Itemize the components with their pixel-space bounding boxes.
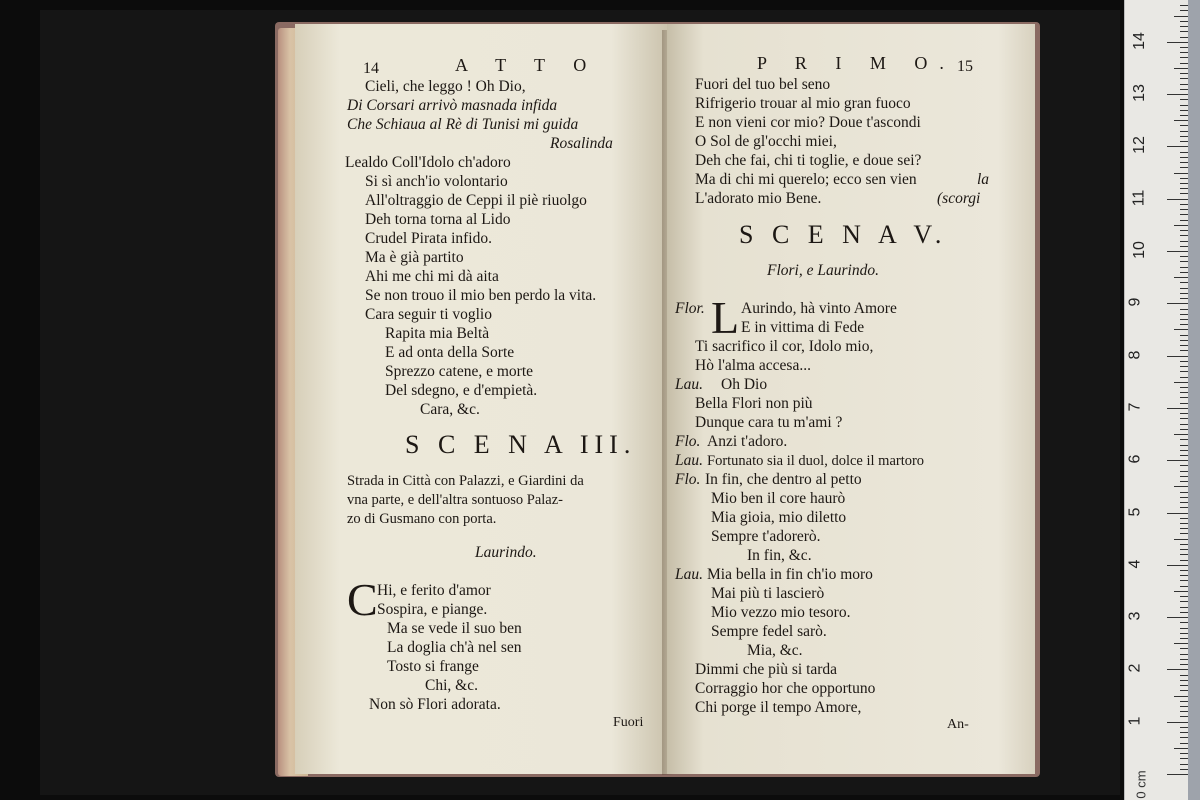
- ruler-tick: [1174, 486, 1189, 487]
- ruler-tick: [1174, 16, 1189, 17]
- ruler-edge: [1188, 0, 1200, 800]
- ruler-number: 1: [1126, 716, 1144, 726]
- setting-line: vna parte, e dell'altra sontuoso Palaz-: [347, 492, 564, 508]
- text-line: Di Corsari arrivò masnada infida: [347, 97, 558, 114]
- dialogue-line: In fin, che dentro al petto: [705, 471, 862, 488]
- text-line: Ma di chi mi querelo; ecco sen vien: [695, 171, 917, 188]
- ruler-number: 8: [1126, 350, 1144, 360]
- ruler-number: 4: [1126, 559, 1144, 569]
- left-page: [295, 24, 667, 774]
- speaker: Flo.: [675, 433, 701, 450]
- dialogue-line: Aurindo, hà vinto Amore: [741, 300, 897, 317]
- measurement-ruler: [1124, 0, 1189, 800]
- song-line: Hi, e ferito d'amor: [377, 582, 491, 599]
- dialogue-line: In fin, &c.: [747, 547, 812, 564]
- text-line: Rosalinda: [550, 135, 613, 152]
- right-page: [667, 24, 1035, 774]
- dialogue-line: Sempre fedel sarò.: [711, 623, 827, 640]
- ruler-number: 13: [1130, 84, 1148, 102]
- dialogue-line: Dimmi che più si tarda: [695, 661, 838, 678]
- ruler-number: 5: [1126, 507, 1144, 516]
- ruler-number: 10: [1130, 241, 1148, 259]
- text-line: Del sdegno, e d'empietà.: [385, 382, 538, 399]
- ruler-tick: [1174, 748, 1189, 749]
- ruler-tick: [1167, 199, 1189, 200]
- text-line: Se non trouo il mio ben perdo la vita.: [365, 287, 597, 304]
- ruler-number: 12: [1130, 136, 1148, 155]
- dialogue-line: Mio vezzo mio tesoro.: [711, 604, 851, 621]
- dialogue-line: Mia gioia, mio diletto: [711, 509, 847, 526]
- dialogue-line: Mia, &c.: [747, 642, 803, 659]
- catchword: An-: [947, 717, 969, 732]
- ruler-tick: [1167, 669, 1189, 670]
- dialogue-line: E in vittima di Fede: [741, 319, 865, 336]
- ruler-tick: [1174, 277, 1189, 278]
- ruler-tick: [1174, 329, 1189, 330]
- text-line: Si sì anch'io volontario: [365, 173, 508, 190]
- speaker: Lau.: [675, 452, 703, 469]
- text-line: E ad onta della Sorte: [385, 344, 515, 361]
- page-number: 15: [957, 58, 973, 75]
- setting-line: zo di Gusmano con porta.: [347, 511, 497, 527]
- text-line: O Sol de gl'occhi miei,: [695, 133, 837, 150]
- speaker: Lau.: [675, 566, 703, 583]
- drop-cap: L: [711, 292, 740, 343]
- ruler-tick: [1167, 94, 1189, 95]
- running-head: P R I M O.: [757, 53, 956, 73]
- ruler-number: 9: [1126, 297, 1144, 307]
- ruler-tick: [1167, 251, 1189, 252]
- ruler-number: 6: [1126, 454, 1144, 464]
- ruler-tick: [1167, 408, 1189, 409]
- text-line: Rapita mia Beltà: [385, 325, 490, 342]
- dialogue-line: Mia bella in fin ch'io moro: [707, 566, 873, 583]
- ruler-tick: [1174, 591, 1189, 592]
- ruler-tick: [1167, 460, 1189, 461]
- dialogue-line: Corraggio hor che opportuno: [695, 680, 876, 697]
- scene-title: S C E N A V.: [739, 220, 948, 249]
- song-line: Tosto si frange: [387, 658, 479, 675]
- ruler-tick: [1174, 120, 1189, 121]
- ruler-tick: [1167, 617, 1189, 618]
- dialogue-line: Fortunato sia il duol, dolce il martoro: [707, 453, 925, 469]
- text-line: Deh che fai, chi ti toglie, e doue sei?: [695, 152, 922, 169]
- ruler-tick: [1174, 539, 1189, 540]
- ruler-number: 7: [1126, 402, 1144, 412]
- dialogue-line: Mio ben il core haurò: [711, 490, 846, 507]
- running-head: A T T O: [455, 55, 599, 75]
- ruler-number: 3: [1126, 611, 1144, 621]
- ruler-tick: [1174, 696, 1189, 697]
- text-line: (scorgi: [937, 190, 981, 207]
- text-line: Deh torna torna al Lido: [365, 211, 511, 228]
- scene-title: S C E N A III.: [405, 430, 637, 459]
- character-names: Flori, e Laurindo.: [767, 262, 879, 279]
- text-line: Fuori del tuo bel seno: [695, 76, 831, 93]
- character-name: Laurindo.: [475, 544, 537, 561]
- song-line: Non sò Flori adorata.: [369, 696, 501, 713]
- ruler-number: 2: [1126, 663, 1144, 673]
- song-line: Sospira, e piange.: [377, 601, 488, 618]
- setting-line: Strada in Città con Palazzi, e Giardini da: [347, 473, 584, 489]
- ruler-tick: [1167, 565, 1189, 566]
- dialogue-line: Ti sacrifico il cor, Idolo mio,: [695, 338, 874, 355]
- ruler-tick: [1167, 303, 1189, 304]
- text-line: Crudel Pirata infido.: [365, 230, 492, 247]
- speaker: Flo.: [675, 471, 701, 488]
- text-line: Cieli, che leggo ! Oh Dio,: [365, 78, 526, 95]
- dialogue-line: Anzi t'adoro.: [707, 433, 788, 450]
- song-line: Ma se vede il suo ben: [387, 620, 522, 637]
- dialogue-line: Bella Flori non più: [695, 395, 813, 412]
- song-line: Chi, &c.: [425, 677, 478, 694]
- text-line: Ahi me chi mi dà aita: [365, 268, 499, 285]
- text-line: All'oltraggio de Ceppi il piè riuolgo: [365, 192, 587, 209]
- speaker: Flor.: [675, 300, 705, 317]
- ruler-tick: [1174, 68, 1189, 69]
- ruler-tick: [1167, 146, 1189, 147]
- dialogue-line: Chi porge il tempo Amore,: [695, 699, 862, 716]
- text-line: Ma è già partito: [365, 249, 464, 266]
- ruler-tick: [1174, 382, 1189, 383]
- ruler-unit-label: 0 cm: [1133, 770, 1149, 799]
- dialogue-line: Oh Dio: [721, 376, 768, 393]
- dialogue-line: Sempre t'adorerò.: [711, 528, 821, 545]
- text-line: E non vieni cor mio? Doue t'ascondi: [695, 114, 921, 131]
- dialogue-line: Dunque cara tu m'ami ?: [695, 414, 843, 431]
- ruler-tick: [1174, 225, 1189, 226]
- catchword: Fuori: [613, 715, 644, 730]
- drop-cap: C: [347, 574, 378, 625]
- text-line: Lealdo Coll'Idolo ch'adoro: [345, 154, 511, 171]
- song-line: La doglia ch'à nel sen: [387, 639, 522, 656]
- ruler-number: 11: [1130, 189, 1148, 206]
- text-line: Sprezzo catene, e morte: [385, 363, 534, 380]
- speaker: Lau.: [675, 376, 703, 393]
- ruler-tick: [1174, 643, 1189, 644]
- ruler-tick: [1174, 173, 1189, 174]
- page-number: 14: [363, 60, 379, 77]
- ruler-tick: [1167, 513, 1189, 514]
- text-line: Cara, &c.: [420, 401, 480, 418]
- dialogue-line: Hò l'alma accesa...: [695, 357, 811, 374]
- ruler-tick: [1167, 774, 1189, 775]
- text-line: la: [977, 171, 990, 188]
- ruler-tick: [1167, 42, 1189, 43]
- ruler-number: 14: [1130, 31, 1148, 50]
- text-line: L'adorato mio Bene.: [695, 190, 822, 207]
- text-line: Rifrigerio trouar al mio gran fuoco: [695, 95, 911, 112]
- text-line: Che Schiaua al Rè di Tunisi mi guida: [347, 116, 579, 133]
- ruler-tick: [1167, 356, 1189, 357]
- ruler-tick: [1174, 434, 1189, 435]
- text-line: Cara seguir ti voglio: [365, 306, 492, 323]
- dialogue-line: Mai più ti lascierò: [711, 585, 825, 602]
- ruler-tick: [1167, 722, 1189, 723]
